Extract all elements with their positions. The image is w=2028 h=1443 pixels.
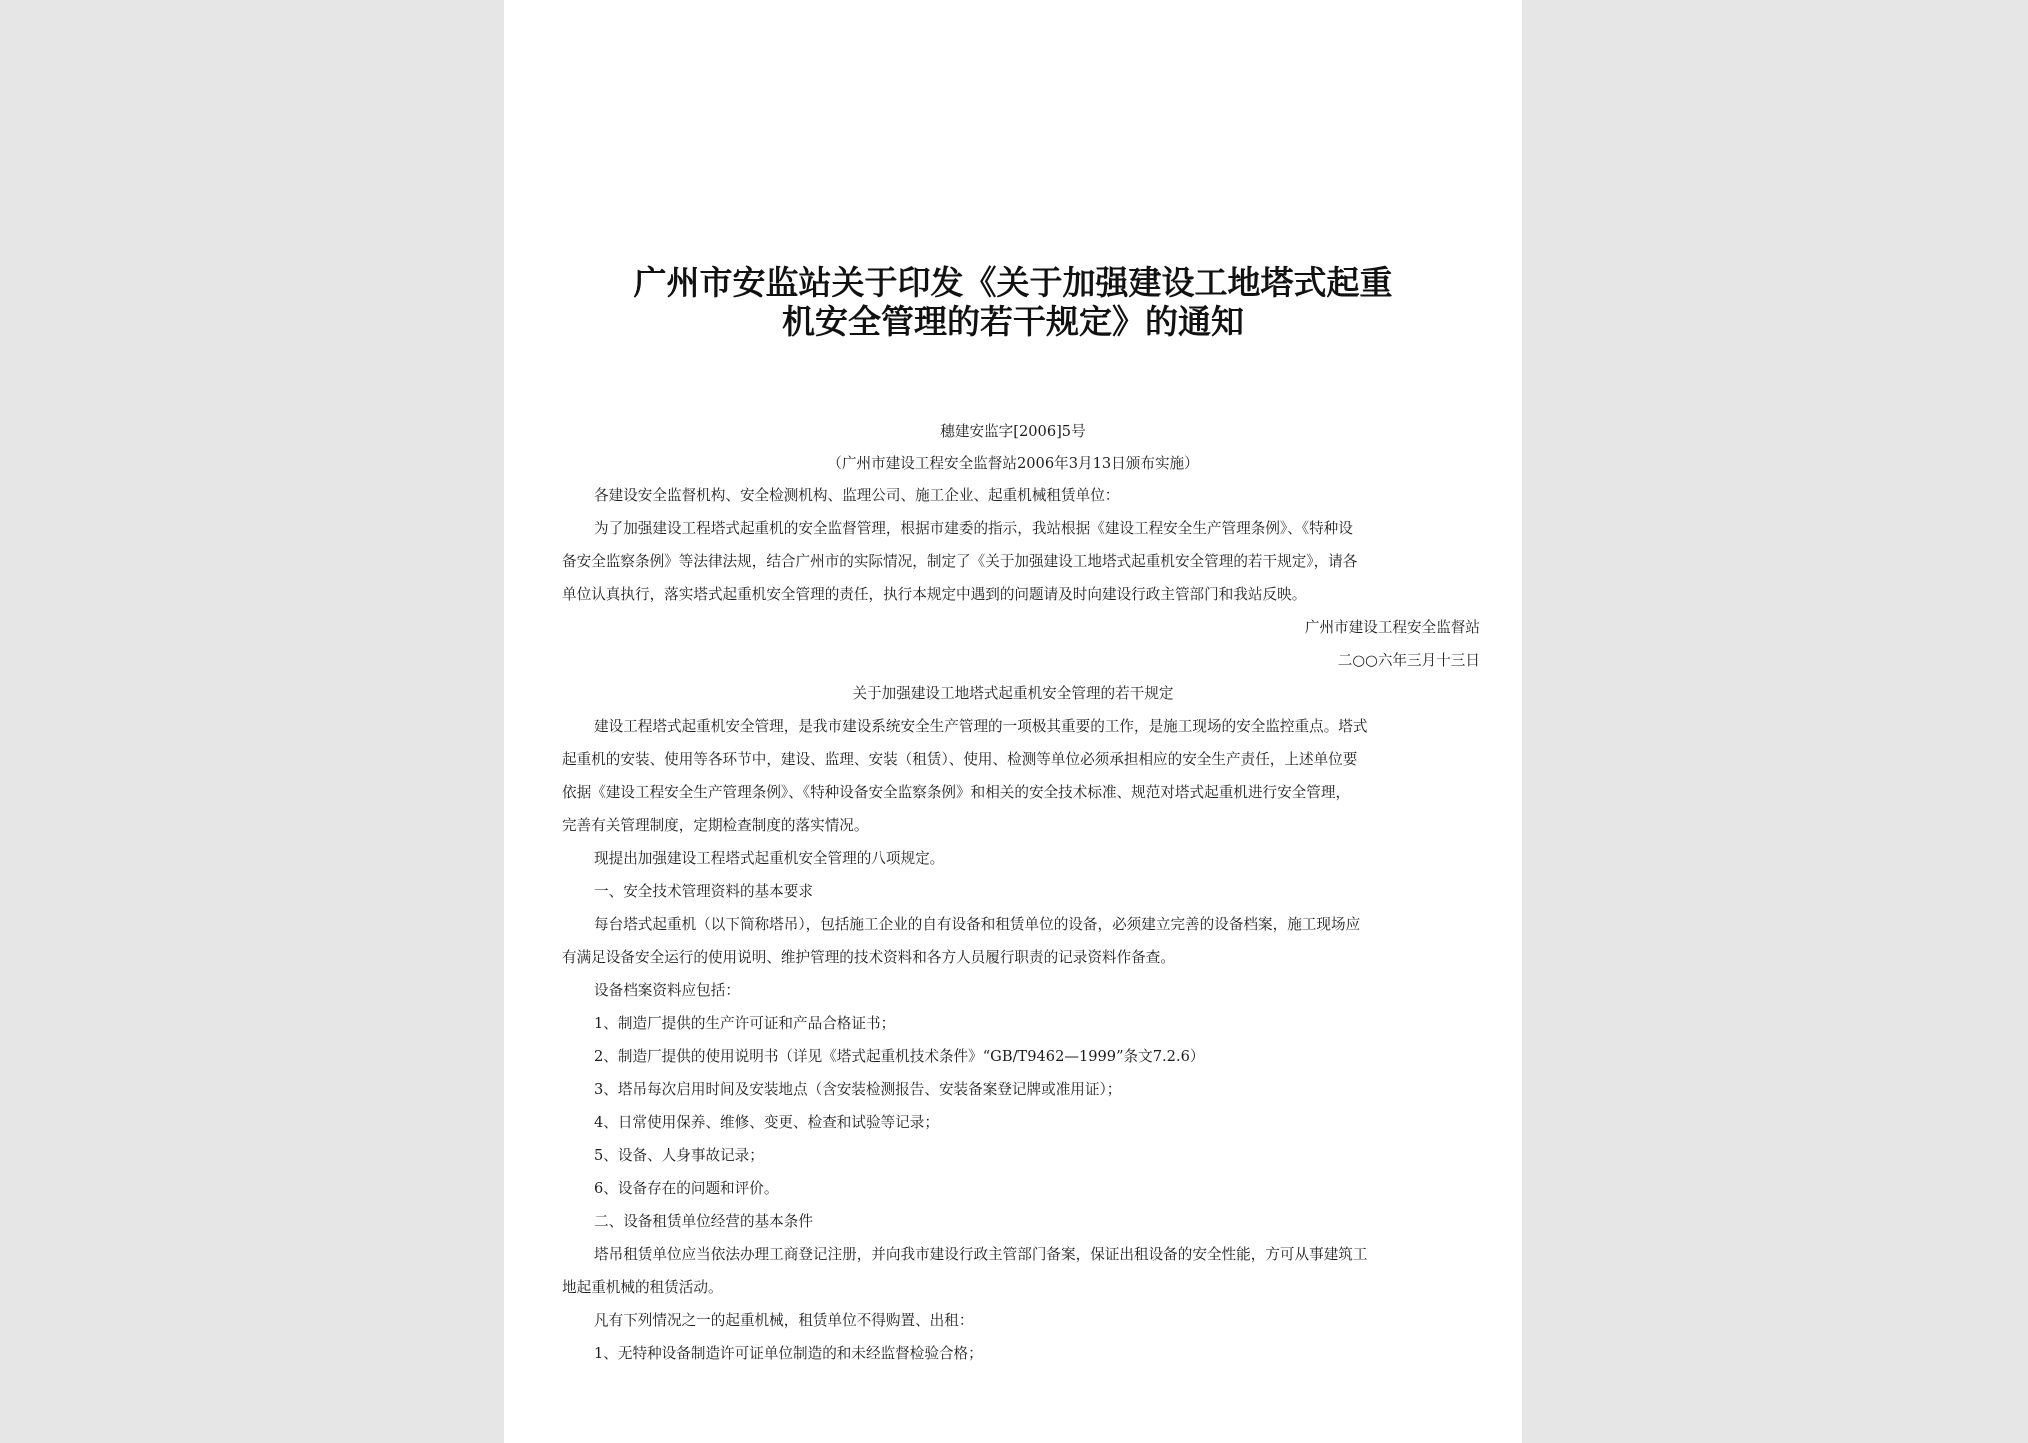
signature-date: 二○○六年三月十三日 <box>1337 652 1480 669</box>
notice-paragraph-line: 备安全监察条例》等法律法规，结合广州市的实际情况，制定了《关于加强建设工地塔式起重机安全管理的若干规定》，请各 <box>562 553 1358 570</box>
archive-item: 6、设备存在的问题和评价。 <box>594 1180 779 1197</box>
archive-item: 2、制造厂提供的使用说明书（详见《塔式起重机技术条件》“GB/T9462—1999”条文7.2.6） <box>594 1048 1205 1065</box>
intro-paragraph-line: 起重机的安装、使用等各环节中，建设、监理、安装（租赁）、使用、检测等单位必须承担相应的安全生产责任，上述单位要 <box>562 751 1358 768</box>
section-1-paragraph-line: 有满足设备安全运行的使用说明、维护管理的技术资料和各方人员履行职责的记录资料作备查。 <box>562 949 1175 966</box>
issued-note: （广州市建设工程安全监督站2006年3月13日颁布实施） <box>827 455 1199 472</box>
document-title-line-1: 广州市安监站关于印发《关于加强建设工地塔式起重 <box>633 263 1393 302</box>
section-2-paragraph-line: 塔吊租赁单位应当依法办理工商登记注册，并向我市建设行政主管部门备案，保证出租设备的安全性能，方可从事建筑工 <box>594 1246 1368 1263</box>
regulation-title: 关于加强建设工地塔式起重机安全管理的若干规定 <box>852 685 1174 702</box>
section-2-paragraph-line: 地起重机械的租赁活动。 <box>562 1279 723 1296</box>
archive-item: 5、设备、人身事故记录； <box>594 1147 764 1164</box>
intro-paragraph-line: 完善有关管理制度，定期检查制度的落实情况。 <box>562 817 869 834</box>
notice-paragraph-line: 单位认真执行，落实塔式起重机安全管理的责任，执行本规定中遇到的问题请及时向建设行政主管部门和我站反映。 <box>562 586 1307 603</box>
section-1-paragraph-line: 每台塔式起重机（以下简称塔吊），包括施工企业的自有设备和租赁单位的设备，必须建立完善的设备档案，施工现场应 <box>594 916 1361 933</box>
intro-paragraph-line: 依据《建设工程安全生产管理条例》、《特种设备安全监察条例》和相关的安全技术标准、规范对塔式起重机进行安全管理， <box>562 784 1351 801</box>
addressee: 各建设安全监督机构、安全检测机构、监理公司、施工企业、起重机械租赁单位： <box>594 487 1120 504</box>
archive-item: 3、塔吊每次启用时间及安装地点（含安装检测报告、安装备案登记牌或准用证）； <box>594 1081 1122 1098</box>
eight-rules-statement: 现提出加强建设工程塔式起重机安全管理的八项规定。 <box>594 850 945 867</box>
prohibit-intro: 凡有下列情况之一的起重机械，租赁单位不得购置、出租： <box>594 1312 974 1329</box>
archive-item: 4、日常使用保养、维修、变更、检查和试验等记录； <box>594 1114 939 1131</box>
archive-heading: 设备档案资料应包括： <box>594 982 740 999</box>
document-number: 穗建安监字[2006]5号 <box>940 423 1086 440</box>
signature: 广州市建设工程安全监督站 <box>1304 619 1480 636</box>
document-page <box>504 0 1522 1443</box>
notice-paragraph-line: 为了加强建设工程塔式起重机的安全监督管理，根据市建委的指示，我站根据《建设工程安全生产管理条例》、《特种设 <box>594 520 1353 537</box>
intro-paragraph-line: 建设工程塔式起重机安全管理，是我市建设系统安全生产管理的一项极其重要的工作，是施工现场的安全监控重点。塔式 <box>594 718 1368 735</box>
prohibit-item: 1、无特种设备制造许可证单位制造的和未经监督检验合格； <box>594 1345 983 1362</box>
archive-item: 1、制造厂提供的生产许可证和产品合格证书； <box>594 1015 896 1032</box>
document-title-line-2: 机安全管理的若干规定》的通知 <box>782 302 1244 341</box>
section-2-heading: 二、设备租赁单位经营的基本条件 <box>594 1213 813 1230</box>
section-1-heading: 一、安全技术管理资料的基本要求 <box>594 883 813 900</box>
